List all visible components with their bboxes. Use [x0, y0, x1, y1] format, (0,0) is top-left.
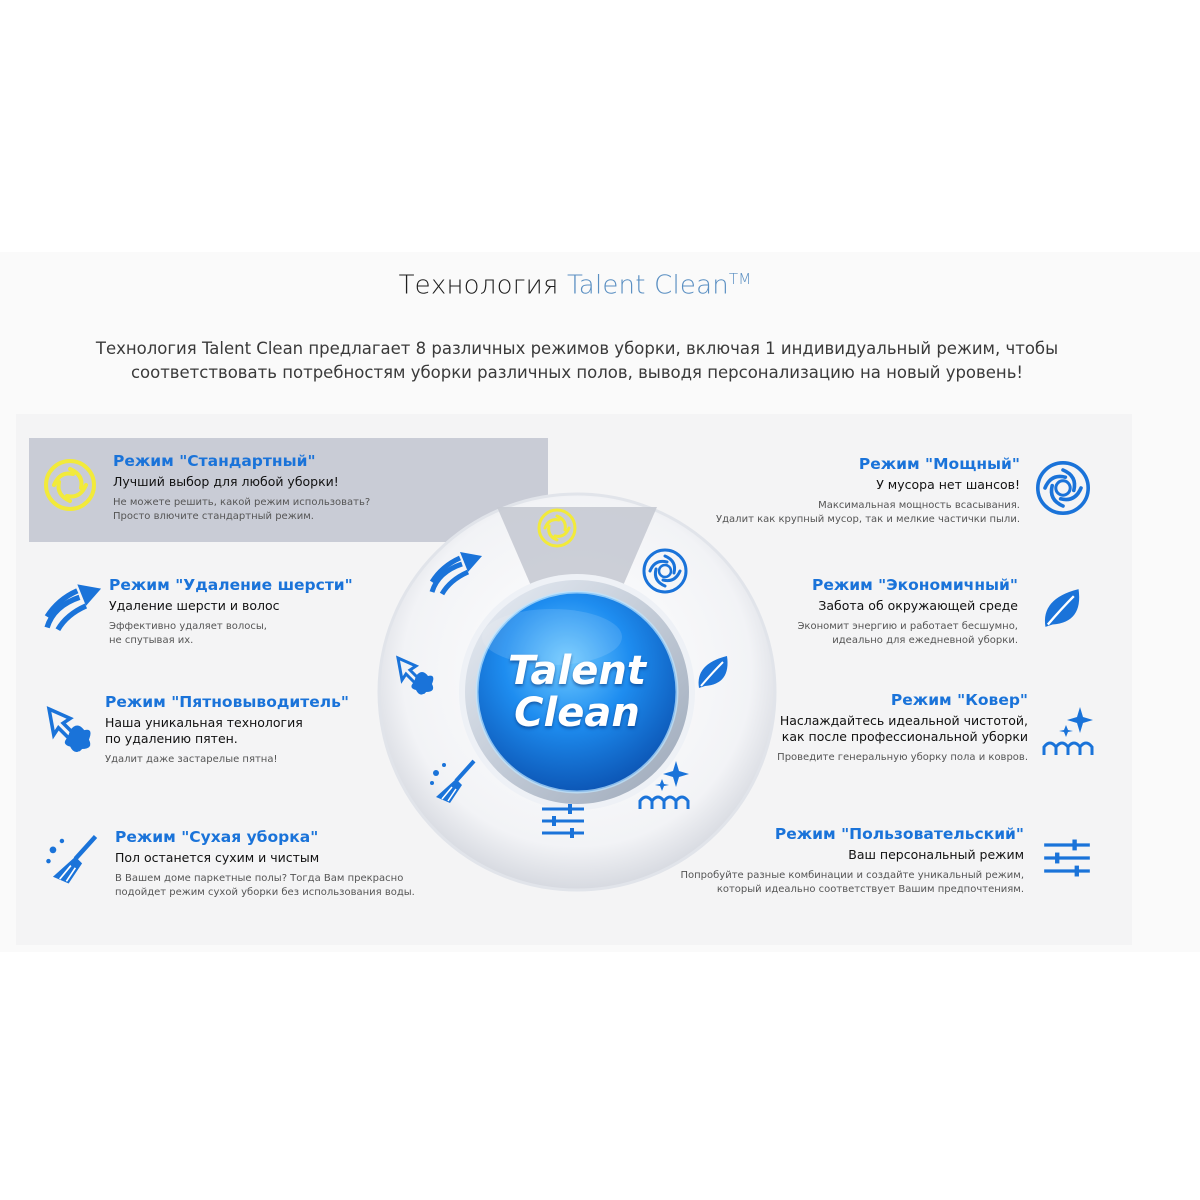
- wheel-standard-swirl-icon: [535, 506, 579, 550]
- mode-hair-removal[interactable]: [109, 576, 353, 648]
- wheel-line-1: Talent: [508, 648, 646, 694]
- wheel-power-swirl-icon: [640, 546, 690, 596]
- wheel-carpet-sparkle-icon: [636, 757, 692, 813]
- mode-power-desc: Максимальная мощность всасывания. Удалит как крупный мусор, так и мелкие частички пыли.: [716, 500, 1020, 525]
- mode-hair-removal-desc: Эффективно удаляет волосы, не спутывая их.: [109, 621, 267, 646]
- title-brand: Talent Clean: [567, 270, 729, 301]
- mode-power-tag: У мусора нет шансов!: [876, 477, 1020, 492]
- trademark-mark: TM: [728, 270, 752, 288]
- mode-standard-desc: Не можете решить, какой режим использовать? Просто влючите стандартный режим.: [113, 497, 371, 522]
- mode-dry-cleaning-desc: В Вашем доме паркетные полы? Тогда Вам прекрасно подойдет режим сухой уборки без использования воды.: [115, 873, 415, 898]
- page-subtitle: Технология Talent Clean предлагает 8 различных режимов уборки, включая 1 индивидуальный режим, чтобы соответствовать потребностям уборки различных полов, выводя персонализацию на новый уровень!: [95, 339, 1059, 382]
- stain-removal-icon: [42, 702, 96, 756]
- mode-custom-desc: Попробуйте разные комбинации и создайте уникальный режим, который идеально соответствует Вашим предпочтениям.: [680, 870, 1024, 895]
- mode-custom[interactable]: [680, 825, 1024, 897]
- mode-eco-desc: Экономит энергию и работает бесшумно, идеально для ежедневной уборки.: [797, 621, 1018, 646]
- mode-stain-removal-name: Режим "Пятновыводитель": [105, 693, 349, 711]
- hair-removal-icon: [42, 580, 104, 634]
- mode-custom-tag: Ваш персональный режим: [848, 847, 1024, 862]
- page-title: [0, 270, 1150, 301]
- mode-standard[interactable]: [113, 452, 370, 524]
- mode-carpet-desc: Проведите генеральную уборку пола и ковров.: [777, 752, 1028, 763]
- mode-hair-removal-name: Режим "Удаление шерсти": [109, 576, 353, 594]
- mode-stain-removal[interactable]: [105, 693, 349, 767]
- broom-icon: [44, 832, 100, 888]
- mode-power[interactable]: [716, 455, 1020, 527]
- mode-standard-tag: Лучший выбор для любой уборки!: [113, 474, 339, 489]
- mode-carpet-tag: Наслаждайтесь идеальной чистотой, как после профессиональной уборки: [779, 713, 1028, 744]
- wheel-stain-removal-icon: [392, 652, 438, 698]
- title-prefix: Технология: [398, 270, 559, 301]
- mode-dry-cleaning[interactable]: [115, 828, 415, 900]
- power-swirl-icon: [1033, 458, 1093, 518]
- wheel-broom-icon: [428, 757, 478, 807]
- wheel-leaf-icon: [691, 650, 735, 694]
- mode-custom-name: Режим "Пользовательский": [774, 825, 1024, 843]
- sliders-icon: [1042, 838, 1092, 878]
- mode-stain-removal-tag: Наша уникальная технология по удалению пятен.: [105, 715, 303, 746]
- mode-dry-cleaning-tag: Пол останется сухим и чистым: [115, 850, 320, 865]
- carpet-sparkle-icon: [1040, 703, 1096, 759]
- standard-swirl-icon: [40, 455, 100, 515]
- mode-eco[interactable]: [797, 576, 1018, 648]
- wheel-sliders-icon: [540, 803, 586, 839]
- wheel-line-2: Clean: [514, 690, 640, 736]
- mode-hair-removal-tag: Удаление шерсти и волос: [109, 598, 280, 613]
- mode-dry-cleaning-name: Режим "Сухая уборка": [115, 828, 319, 846]
- mode-stain-removal-desc: Удалит даже застарелые пятна!: [105, 754, 278, 765]
- mode-eco-tag: Забота об окружающей среде: [818, 598, 1018, 613]
- mode-eco-name: Режим "Экономичный": [811, 576, 1018, 594]
- mode-carpet-name: Режим "Ковер": [890, 691, 1028, 709]
- mode-carpet[interactable]: [777, 691, 1028, 765]
- leaf-icon: [1036, 582, 1088, 634]
- wheel-hair-removal-icon: [428, 548, 484, 598]
- mode-standard-name: Режим "Стандартный": [113, 452, 316, 470]
- mode-power-name: Режим "Мощный": [858, 455, 1020, 473]
